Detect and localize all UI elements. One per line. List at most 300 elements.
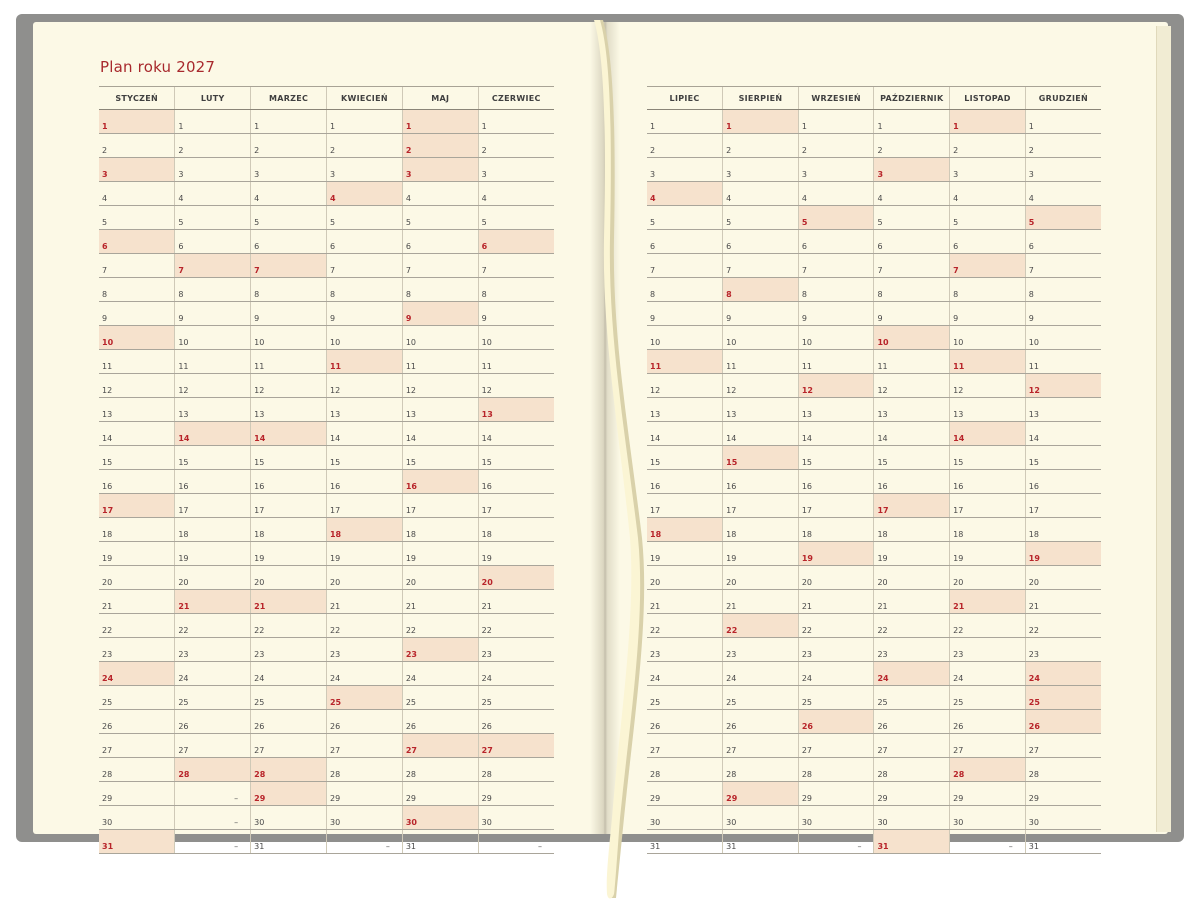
day-cell[interactable]: 24 (647, 662, 723, 686)
day-cell-highlighted[interactable]: 28 (950, 758, 1026, 782)
day-cell[interactable]: 26 (874, 710, 950, 734)
day-cell[interactable]: 30 (99, 806, 175, 830)
day-cell[interactable]: 5 (874, 206, 950, 230)
day-cell[interactable]: 7 (798, 254, 874, 278)
day-cell[interactable]: 22 (175, 614, 251, 638)
day-cell[interactable]: 19 (175, 542, 251, 566)
day-cell[interactable]: 6 (402, 230, 478, 254)
day-cell[interactable]: 18 (251, 518, 327, 542)
day-cell[interactable]: 17 (478, 494, 554, 518)
day-cell[interactable]: 14 (326, 422, 402, 446)
day-cell[interactable]: 19 (402, 542, 478, 566)
day-cell-highlighted[interactable]: 21 (175, 590, 251, 614)
day-cell[interactable]: 25 (99, 686, 175, 710)
day-cell-highlighted[interactable]: 27 (402, 734, 478, 758)
day-cell[interactable]: 15 (402, 446, 478, 470)
day-cell[interactable]: 17 (798, 494, 874, 518)
day-cell-highlighted[interactable]: 25 (1025, 686, 1101, 710)
day-cell-highlighted[interactable]: 24 (874, 662, 950, 686)
day-cell[interactable]: 22 (402, 614, 478, 638)
day-cell[interactable]: 23 (798, 638, 874, 662)
day-cell[interactable]: 9 (99, 302, 175, 326)
day-cell[interactable]: 4 (798, 182, 874, 206)
day-cell[interactable]: 28 (798, 758, 874, 782)
day-cell[interactable]: 17 (950, 494, 1026, 518)
day-cell[interactable]: 22 (1025, 614, 1101, 638)
day-cell[interactable]: 31 (402, 830, 478, 854)
day-cell-highlighted[interactable]: 17 (99, 494, 175, 518)
day-cell[interactable]: 17 (1025, 494, 1101, 518)
day-cell-highlighted[interactable]: 11 (326, 350, 402, 374)
day-cell[interactable]: 4 (1025, 182, 1101, 206)
day-cell[interactable]: 24 (723, 662, 799, 686)
day-cell[interactable]: 6 (175, 230, 251, 254)
day-cell[interactable]: 13 (99, 398, 175, 422)
day-cell-highlighted[interactable]: 10 (874, 326, 950, 350)
day-cell-highlighted[interactable]: 15 (723, 446, 799, 470)
day-cell[interactable]: 13 (723, 398, 799, 422)
day-cell[interactable]: 15 (1025, 446, 1101, 470)
day-cell[interactable]: 12 (99, 374, 175, 398)
day-cell[interactable]: 27 (874, 734, 950, 758)
day-cell[interactable]: 6 (647, 230, 723, 254)
day-cell[interactable]: 9 (175, 302, 251, 326)
day-cell[interactable]: 31 (647, 830, 723, 854)
day-cell[interactable]: 3 (251, 158, 327, 182)
day-cell[interactable]: 25 (251, 686, 327, 710)
day-cell-highlighted[interactable]: 3 (99, 158, 175, 182)
day-cell[interactable]: 6 (723, 230, 799, 254)
day-cell[interactable]: 1 (1025, 110, 1101, 134)
day-cell[interactable]: 30 (798, 806, 874, 830)
day-cell[interactable]: 29 (402, 782, 478, 806)
day-cell[interactable]: 29 (478, 782, 554, 806)
day-cell[interactable]: 28 (478, 758, 554, 782)
day-cell[interactable]: 6 (326, 230, 402, 254)
day-cell[interactable]: 6 (874, 230, 950, 254)
day-cell-highlighted[interactable]: 5 (1025, 206, 1101, 230)
day-cell[interactable]: 4 (402, 182, 478, 206)
day-cell[interactable]: 14 (798, 422, 874, 446)
day-cell[interactable]: 1 (251, 110, 327, 134)
day-cell[interactable]: 23 (478, 638, 554, 662)
day-cell[interactable]: 13 (1025, 398, 1101, 422)
day-cell-highlighted[interactable]: 29 (251, 782, 327, 806)
day-cell[interactable]: 27 (1025, 734, 1101, 758)
day-cell[interactable]: 18 (798, 518, 874, 542)
day-cell[interactable]: 14 (647, 422, 723, 446)
day-cell[interactable]: 26 (402, 710, 478, 734)
day-cell-highlighted[interactable]: 27 (478, 734, 554, 758)
day-cell[interactable]: 3 (950, 158, 1026, 182)
day-cell[interactable]: 4 (99, 182, 175, 206)
day-cell[interactable]: 8 (251, 278, 327, 302)
day-cell[interactable]: 11 (99, 350, 175, 374)
day-cell[interactable]: 9 (950, 302, 1026, 326)
day-cell[interactable]: 14 (874, 422, 950, 446)
day-cell[interactable]: 13 (402, 398, 478, 422)
day-cell[interactable]: 12 (326, 374, 402, 398)
day-cell[interactable]: 31 (251, 830, 327, 854)
day-cell[interactable]: 19 (326, 542, 402, 566)
day-cell[interactable]: 27 (326, 734, 402, 758)
day-cell[interactable]: 30 (1025, 806, 1101, 830)
day-cell[interactable]: 19 (647, 542, 723, 566)
day-cell[interactable]: 16 (478, 470, 554, 494)
day-cell[interactable]: 24 (478, 662, 554, 686)
day-cell[interactable]: 20 (647, 566, 723, 590)
day-cell[interactable]: 18 (874, 518, 950, 542)
day-cell-highlighted[interactable]: 31 (874, 830, 950, 854)
day-cell[interactable]: 25 (478, 686, 554, 710)
day-cell[interactable]: 17 (251, 494, 327, 518)
day-cell[interactable]: 23 (950, 638, 1026, 662)
day-cell[interactable]: 27 (175, 734, 251, 758)
day-cell[interactable]: 4 (251, 182, 327, 206)
day-cell[interactable]: 7 (874, 254, 950, 278)
day-cell[interactable]: 24 (175, 662, 251, 686)
day-cell[interactable]: 29 (99, 782, 175, 806)
day-cell[interactable]: 2 (1025, 134, 1101, 158)
day-cell[interactable]: 20 (950, 566, 1026, 590)
day-cell-highlighted[interactable]: 6 (99, 230, 175, 254)
day-cell[interactable]: 13 (326, 398, 402, 422)
day-cell[interactable]: 7 (1025, 254, 1101, 278)
day-cell[interactable]: 2 (723, 134, 799, 158)
day-cell-highlighted[interactable]: 23 (402, 638, 478, 662)
day-cell[interactable]: 13 (175, 398, 251, 422)
day-cell[interactable]: 20 (1025, 566, 1101, 590)
day-cell[interactable]: 22 (798, 614, 874, 638)
day-cell[interactable]: 10 (402, 326, 478, 350)
day-cell[interactable]: 9 (326, 302, 402, 326)
day-cell[interactable]: 5 (99, 206, 175, 230)
day-cell[interactable]: 9 (251, 302, 327, 326)
day-cell[interactable]: 15 (478, 446, 554, 470)
day-cell[interactable]: 10 (950, 326, 1026, 350)
day-cell[interactable]: 22 (99, 614, 175, 638)
day-cell[interactable]: 27 (950, 734, 1026, 758)
day-cell[interactable]: 4 (175, 182, 251, 206)
day-cell[interactable]: 15 (99, 446, 175, 470)
day-cell[interactable]: 27 (251, 734, 327, 758)
day-cell-highlighted[interactable]: 11 (950, 350, 1026, 374)
day-cell[interactable]: 10 (1025, 326, 1101, 350)
day-cell[interactable]: 16 (723, 470, 799, 494)
day-cell[interactable]: 23 (99, 638, 175, 662)
day-cell-highlighted[interactable]: 18 (647, 518, 723, 542)
day-cell[interactable]: 30 (950, 806, 1026, 830)
day-cell-highlighted[interactable]: 14 (251, 422, 327, 446)
day-cell[interactable]: 15 (798, 446, 874, 470)
day-cell[interactable]: 27 (647, 734, 723, 758)
day-cell[interactable]: 21 (1025, 590, 1101, 614)
day-cell[interactable]: 2 (950, 134, 1026, 158)
day-cell-highlighted[interactable]: 7 (950, 254, 1026, 278)
day-cell[interactable]: 8 (950, 278, 1026, 302)
day-cell[interactable]: 27 (798, 734, 874, 758)
day-cell-highlighted[interactable]: 25 (326, 686, 402, 710)
day-cell-highlighted[interactable]: 4 (647, 182, 723, 206)
day-cell-highlighted[interactable]: 1 (950, 110, 1026, 134)
day-cell[interactable]: 16 (1025, 470, 1101, 494)
day-cell[interactable]: 19 (99, 542, 175, 566)
day-cell-highlighted[interactable]: 7 (251, 254, 327, 278)
day-cell[interactable]: 8 (798, 278, 874, 302)
day-cell[interactable]: 9 (1025, 302, 1101, 326)
day-cell[interactable]: 28 (723, 758, 799, 782)
day-cell[interactable]: 22 (251, 614, 327, 638)
day-cell[interactable]: 27 (99, 734, 175, 758)
day-cell-highlighted[interactable]: 13 (478, 398, 554, 422)
day-cell[interactable]: 15 (950, 446, 1026, 470)
day-cell[interactable]: 29 (874, 782, 950, 806)
day-cell[interactable]: 4 (723, 182, 799, 206)
day-cell[interactable]: 20 (798, 566, 874, 590)
day-cell-highlighted[interactable]: 6 (478, 230, 554, 254)
day-cell[interactable]: 29 (326, 782, 402, 806)
day-cell[interactable]: 10 (478, 326, 554, 350)
day-cell[interactable]: 11 (874, 350, 950, 374)
day-cell-highlighted[interactable]: 3 (874, 158, 950, 182)
day-cell[interactable]: 6 (1025, 230, 1101, 254)
day-cell[interactable]: 13 (251, 398, 327, 422)
day-cell[interactable]: 8 (1025, 278, 1101, 302)
day-cell-highlighted[interactable]: 14 (950, 422, 1026, 446)
day-cell[interactable]: 22 (647, 614, 723, 638)
day-cell-highlighted[interactable]: 19 (1025, 542, 1101, 566)
day-cell[interactable]: 8 (874, 278, 950, 302)
day-cell[interactable]: 16 (798, 470, 874, 494)
day-cell[interactable]: 5 (326, 206, 402, 230)
day-cell-highlighted[interactable]: 28 (251, 758, 327, 782)
day-cell[interactable]: 1 (647, 110, 723, 134)
day-cell[interactable]: 24 (798, 662, 874, 686)
day-cell[interactable]: 22 (478, 614, 554, 638)
day-cell[interactable]: 18 (402, 518, 478, 542)
day-cell-highlighted[interactable]: 7 (175, 254, 251, 278)
day-cell[interactable]: 23 (326, 638, 402, 662)
day-cell[interactable]: 9 (647, 302, 723, 326)
day-cell[interactable]: 3 (647, 158, 723, 182)
day-cell[interactable]: 19 (723, 542, 799, 566)
day-cell[interactable]: 13 (798, 398, 874, 422)
day-cell[interactable]: 30 (874, 806, 950, 830)
day-cell[interactable]: 4 (950, 182, 1026, 206)
day-cell[interactable]: 19 (874, 542, 950, 566)
day-cell[interactable]: 5 (402, 206, 478, 230)
day-cell-highlighted[interactable]: 16 (402, 470, 478, 494)
day-cell[interactable]: 4 (478, 182, 554, 206)
day-cell[interactable]: 13 (950, 398, 1026, 422)
day-cell-highlighted[interactable]: 1 (723, 110, 799, 134)
day-cell[interactable]: 12 (647, 374, 723, 398)
day-cell[interactable]: 24 (402, 662, 478, 686)
day-cell[interactable]: 5 (251, 206, 327, 230)
day-cell[interactable]: 30 (326, 806, 402, 830)
day-cell[interactable]: 28 (326, 758, 402, 782)
day-cell[interactable]: 20 (99, 566, 175, 590)
day-cell[interactable]: 16 (874, 470, 950, 494)
day-cell[interactable]: 8 (478, 278, 554, 302)
day-cell[interactable]: 25 (402, 686, 478, 710)
day-cell[interactable]: 18 (1025, 518, 1101, 542)
day-cell[interactable]: 20 (723, 566, 799, 590)
day-cell-highlighted[interactable]: 30 (402, 806, 478, 830)
day-cell[interactable]: 4 (874, 182, 950, 206)
day-cell[interactable]: 18 (950, 518, 1026, 542)
day-cell-highlighted[interactable]: 21 (950, 590, 1026, 614)
day-cell[interactable]: 9 (723, 302, 799, 326)
day-cell[interactable]: 1 (478, 110, 554, 134)
day-cell[interactable]: 11 (723, 350, 799, 374)
day-cell[interactable]: 31 (723, 830, 799, 854)
day-cell[interactable]: 2 (647, 134, 723, 158)
day-cell[interactable]: 25 (950, 686, 1026, 710)
day-cell[interactable]: 12 (251, 374, 327, 398)
day-cell[interactable]: 16 (950, 470, 1026, 494)
day-cell[interactable]: 28 (402, 758, 478, 782)
day-cell[interactable]: 8 (175, 278, 251, 302)
day-cell[interactable]: 26 (175, 710, 251, 734)
day-cell-highlighted[interactable]: 12 (1025, 374, 1101, 398)
day-cell[interactable]: 8 (647, 278, 723, 302)
day-cell[interactable]: 5 (175, 206, 251, 230)
day-cell[interactable]: 21 (99, 590, 175, 614)
day-cell[interactable]: 10 (175, 326, 251, 350)
day-cell[interactable]: 30 (647, 806, 723, 830)
day-cell[interactable]: 11 (478, 350, 554, 374)
day-cell[interactable]: 7 (723, 254, 799, 278)
day-cell[interactable]: 16 (175, 470, 251, 494)
day-cell-highlighted[interactable]: 3 (402, 158, 478, 182)
day-cell[interactable]: 14 (402, 422, 478, 446)
day-cell-highlighted[interactable]: 21 (251, 590, 327, 614)
day-cell[interactable]: 18 (99, 518, 175, 542)
day-cell[interactable]: 20 (251, 566, 327, 590)
day-cell-highlighted[interactable]: 11 (647, 350, 723, 374)
day-cell[interactable]: 25 (874, 686, 950, 710)
day-cell[interactable]: 3 (723, 158, 799, 182)
day-cell[interactable]: 17 (647, 494, 723, 518)
day-cell-highlighted[interactable]: 1 (99, 110, 175, 134)
day-cell[interactable]: 26 (251, 710, 327, 734)
day-cell[interactable]: 30 (478, 806, 554, 830)
day-cell-highlighted[interactable]: 20 (478, 566, 554, 590)
day-cell[interactable]: 14 (478, 422, 554, 446)
day-cell[interactable]: 13 (647, 398, 723, 422)
day-cell[interactable]: 29 (1025, 782, 1101, 806)
day-cell[interactable]: 8 (99, 278, 175, 302)
day-cell[interactable]: 24 (326, 662, 402, 686)
day-cell[interactable]: 13 (874, 398, 950, 422)
day-cell[interactable]: 28 (874, 758, 950, 782)
day-cell[interactable]: 10 (326, 326, 402, 350)
day-cell[interactable]: 18 (723, 518, 799, 542)
day-cell[interactable]: 17 (326, 494, 402, 518)
day-cell[interactable]: 3 (326, 158, 402, 182)
day-cell[interactable]: 14 (723, 422, 799, 446)
day-cell[interactable]: 12 (723, 374, 799, 398)
day-cell[interactable]: 23 (723, 638, 799, 662)
day-cell[interactable]: 6 (798, 230, 874, 254)
day-cell-highlighted[interactable]: 24 (1025, 662, 1101, 686)
day-cell[interactable]: 21 (874, 590, 950, 614)
day-cell-highlighted[interactable]: 5 (798, 206, 874, 230)
day-cell[interactable]: 25 (798, 686, 874, 710)
day-cell[interactable]: 2 (798, 134, 874, 158)
day-cell[interactable]: 15 (175, 446, 251, 470)
day-cell[interactable]: 23 (647, 638, 723, 662)
day-cell[interactable]: 19 (950, 542, 1026, 566)
day-cell[interactable]: 2 (326, 134, 402, 158)
day-cell[interactable]: 9 (874, 302, 950, 326)
day-cell[interactable]: 12 (478, 374, 554, 398)
day-cell-highlighted[interactable]: 26 (798, 710, 874, 734)
day-cell[interactable]: 27 (723, 734, 799, 758)
day-cell[interactable]: 9 (798, 302, 874, 326)
day-cell-highlighted[interactable]: 17 (874, 494, 950, 518)
day-cell[interactable]: 24 (251, 662, 327, 686)
day-cell[interactable]: 7 (402, 254, 478, 278)
day-cell-highlighted[interactable]: 8 (723, 278, 799, 302)
day-cell[interactable]: 29 (798, 782, 874, 806)
day-cell[interactable]: 3 (175, 158, 251, 182)
day-cell[interactable]: 28 (1025, 758, 1101, 782)
day-cell[interactable]: 17 (175, 494, 251, 518)
day-cell[interactable]: 7 (326, 254, 402, 278)
day-cell[interactable]: 10 (798, 326, 874, 350)
day-cell[interactable]: 21 (478, 590, 554, 614)
day-cell[interactable]: 7 (478, 254, 554, 278)
day-cell[interactable]: 2 (175, 134, 251, 158)
day-cell-highlighted[interactable]: 19 (798, 542, 874, 566)
day-cell[interactable]: 25 (647, 686, 723, 710)
day-cell[interactable]: 29 (647, 782, 723, 806)
day-cell[interactable]: 19 (251, 542, 327, 566)
day-cell-highlighted[interactable]: 14 (175, 422, 251, 446)
day-cell[interactable]: 17 (723, 494, 799, 518)
day-cell[interactable]: 14 (1025, 422, 1101, 446)
bookmark-ribbon[interactable] (590, 18, 650, 908)
day-cell[interactable]: 12 (874, 374, 950, 398)
day-cell-highlighted[interactable]: 22 (723, 614, 799, 638)
day-cell[interactable]: 21 (402, 590, 478, 614)
day-cell[interactable]: 11 (1025, 350, 1101, 374)
day-cell[interactable]: 29 (950, 782, 1026, 806)
day-cell-highlighted[interactable]: 2 (402, 134, 478, 158)
day-cell[interactable]: 26 (950, 710, 1026, 734)
day-cell[interactable]: 5 (723, 206, 799, 230)
day-cell[interactable]: 2 (99, 134, 175, 158)
day-cell[interactable]: 3 (798, 158, 874, 182)
day-cell[interactable]: 6 (950, 230, 1026, 254)
day-cell-highlighted[interactable]: 29 (723, 782, 799, 806)
day-cell[interactable]: 11 (798, 350, 874, 374)
day-cell[interactable]: 22 (874, 614, 950, 638)
day-cell[interactable]: 1 (874, 110, 950, 134)
day-cell[interactable]: 12 (402, 374, 478, 398)
day-cell[interactable]: 5 (647, 206, 723, 230)
day-cell[interactable]: 24 (950, 662, 1026, 686)
day-cell[interactable]: 17 (402, 494, 478, 518)
day-cell-highlighted[interactable]: 10 (99, 326, 175, 350)
day-cell[interactable]: 30 (251, 806, 327, 830)
day-cell[interactable]: 31 (1025, 830, 1101, 854)
day-cell[interactable]: 21 (647, 590, 723, 614)
day-cell[interactable]: 5 (478, 206, 554, 230)
day-cell[interactable]: 25 (723, 686, 799, 710)
